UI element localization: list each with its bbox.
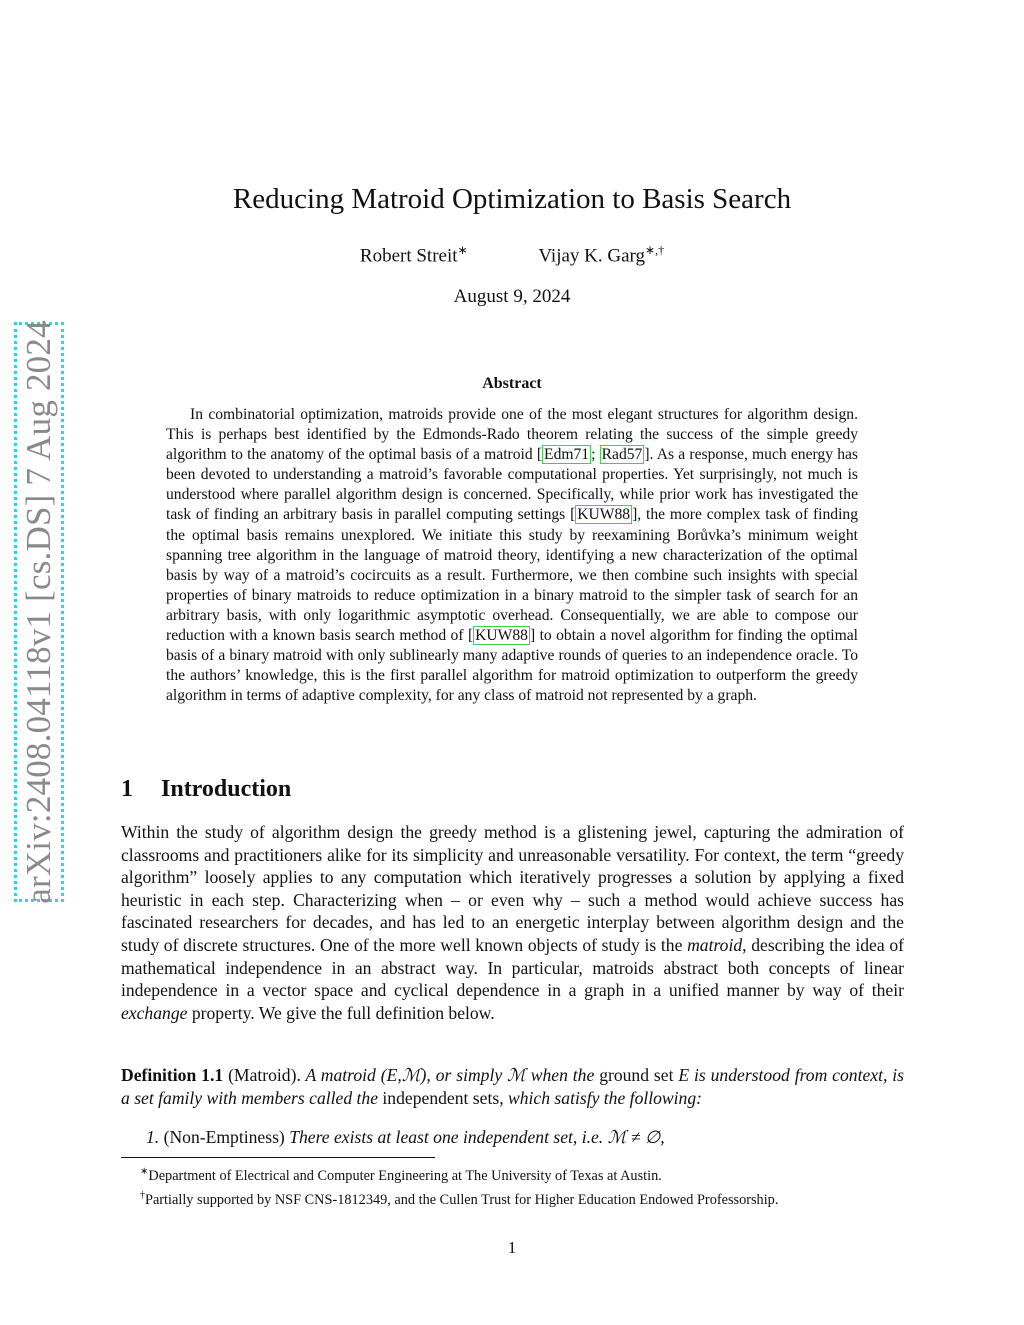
intro-emphasis: exchange xyxy=(121,1002,188,1023)
arxiv-identifier-stamp xyxy=(14,322,64,902)
definition-term: independent sets xyxy=(382,1087,500,1108)
footnote xyxy=(121,1162,911,1186)
author-affiliation-mark: ∗ xyxy=(457,243,468,257)
citation-link[interactable]: KUW88 xyxy=(475,627,528,645)
paper-title: Reducing Matroid Optimization to Basis Search xyxy=(232,183,792,215)
definition-term: ground set xyxy=(599,1065,674,1085)
abstract-text: In combinatorial optimization, matroids provide one of the most elegant structures for algorithm design. This is perhaps best identified by the Edmonds-Rado theorem relating the success of the simple greedy algorithm to the anatomy of the optimal basis of a matroid [ xyxy=(166,406,858,464)
definition-label: Definition 1.1 xyxy=(121,1065,224,1085)
footnote-text: Department of Electrical and Computer Engineering at The University of Texas at Austin. xyxy=(148,1167,662,1184)
citation-link[interactable]: Edm71 xyxy=(544,446,590,464)
footnote-mark: † xyxy=(140,1189,145,1201)
definition-text: E is understood from context, is a set family with members called the xyxy=(121,1065,904,1108)
abstract-body xyxy=(166,405,858,706)
section-title: Introduction xyxy=(161,776,292,802)
list-item-text: There exists at least one independent set, i.e. ℳ ≠ ∅, xyxy=(284,1127,665,1147)
abstract-text: ] to obtain a novel algorithm for finding the optimal basis of a binary matroid with only sublinearly many adaptive rounds of queries to an independence oracle. To the authors’ knowledge, this is the first parallel algorithm for matroid optimization to outperform the greedy algorithm in terms of adaptive complexity, for any class of matroid not represented by a graph. xyxy=(166,627,858,705)
abstract-text: ]. As a response, much energy has been devoted to understanding a matroid’s favorable computational properties. Yet surprisingly, not much is understood where parallel algorithm design is concerned. Specifically, while prior work has investigated the task of finding an arbitrary basis in parallel computing settings [ xyxy=(166,446,858,524)
author-list xyxy=(0,243,1024,267)
footnote-mark: ∗ xyxy=(140,1166,149,1177)
intro-text: , describing the idea of mathematical independence in an abstract way. In particular, matroids abstract both concepts of linear independence in a vector space and cyclical dependence in a graph in a unified manner by way of their xyxy=(121,934,905,1001)
paper-date: August 9, 2024 xyxy=(453,286,571,307)
abstract-text: ], the more complex task of finding the optimal basis remains unexplored. We initiate this study by reexamining Borůvka’s minimum weight spanning tree algorithm in the language of matroid theory, identifying a new characterization of the optimal basis by way of a matroid’s cocircuits as a result. Furthermore, we then combine such insights with special properties of binary matroids to reduce optimization in a binary matroid to the simpler task of search for an arbitrary basis, with only logarithmic asymptotic overhead. Consequentially, we are able to compose our reduction with a known basis search method of [ xyxy=(166,506,858,645)
citation-separator: ; xyxy=(591,446,600,464)
list-item-number: 1. xyxy=(146,1127,160,1147)
author-name: Vijay K. Garg xyxy=(538,245,646,267)
definition-text: A matroid (E,ℳ), or simply ℳ when the xyxy=(300,1065,600,1085)
footnote-text: Partially supported by NSF CNS-1812349, and the Cullen Trust for Higher Education Endowed Professorship. xyxy=(145,1191,779,1208)
footnote xyxy=(121,1186,911,1210)
intro-text: Within the study of algorithm design the greedy method is a glistening jewel, capturing the admiration of classrooms and practitioners alike for its simplicity and unreasonable versatility. For context, the term “greedy algorithm” loosely applies to any computation which iteratively progresses a solution by applying a fixed heuristic in each step. Characterizing when – or even why – such a method would achieve success has fascinated researchers for decades, and has led to an energetic interplay between algorithm design and the study of discrete structures. One of the more well known objects of study is the xyxy=(121,822,904,955)
author-affiliation-mark: ∗,† xyxy=(645,243,665,257)
definition-text: , which satisfy the following: xyxy=(499,1087,703,1108)
abstract-heading: Abstract xyxy=(482,375,542,392)
introduction-paragraph xyxy=(121,821,904,1024)
footnote-divider xyxy=(121,1157,435,1158)
author xyxy=(538,243,664,267)
author xyxy=(360,243,468,267)
page-number: 1 xyxy=(507,1238,517,1257)
list-item-label: (Non-Emptiness) xyxy=(163,1127,285,1147)
intro-emphasis: matroid xyxy=(687,934,743,955)
citation-link[interactable]: Rad57 xyxy=(601,446,643,464)
intro-text: property. We give the full definition below. xyxy=(187,1002,495,1023)
definition-block xyxy=(121,1064,904,1109)
section-number: 1 xyxy=(121,776,133,802)
section-heading xyxy=(121,776,291,803)
arxiv-identifier-text: arXiv:2408.04118v1 [cs.DS] 7 Aug 2024 xyxy=(19,320,59,904)
definition-list-item xyxy=(146,1126,906,1148)
author-name: Robert Streit xyxy=(359,245,458,267)
citation-link[interactable]: KUW88 xyxy=(577,506,631,524)
definition-name: (Matroid). xyxy=(228,1065,301,1085)
footnotes xyxy=(121,1162,911,1210)
